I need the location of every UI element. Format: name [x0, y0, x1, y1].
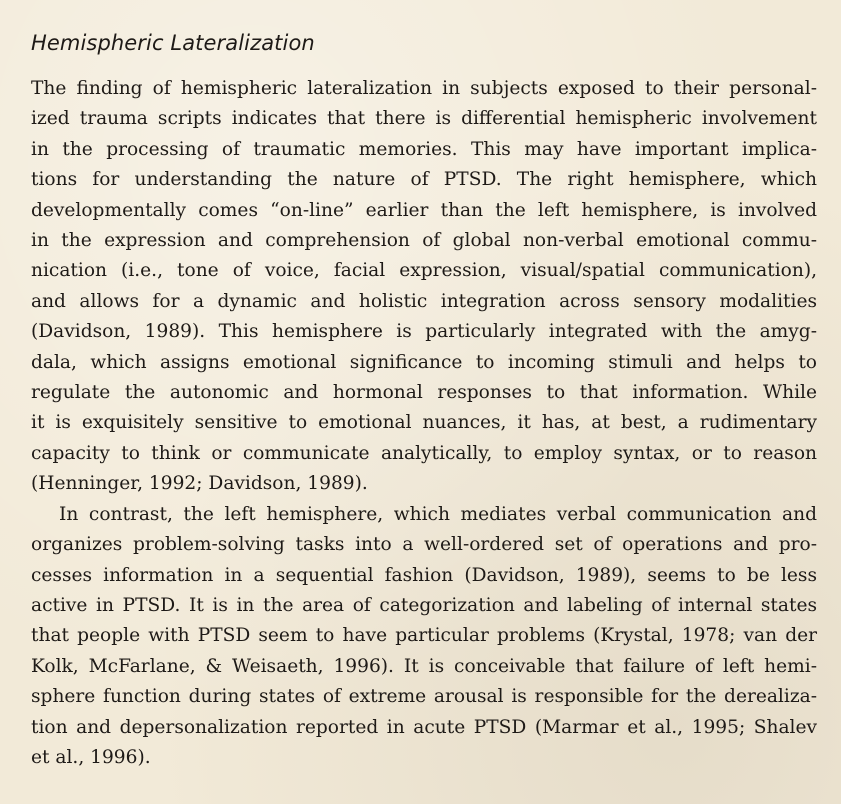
- text-line: (Davidson, 1989). This hemisphere is particularly integrated with the amyg-: [31, 321, 817, 343]
- text-line: et al., 1996).: [31, 746, 151, 768]
- text-line: regulate the autonomic and hormonal responses to that information. While: [31, 382, 817, 404]
- text-line: and allows for a dynamic and holistic integration across sensory modalities: [31, 290, 817, 312]
- text-line: sphere function during states of extreme arousal is responsible for the derealiza-: [31, 686, 817, 708]
- section-heading: Hemispheric Lateralization: [31, 31, 315, 55]
- text-line: that people with PTSD seem to have particular problems (Krystal, 1978; van der: [31, 625, 817, 647]
- text-line: dala, which assigns emotional significance to incoming stimuli and helps to: [31, 351, 817, 373]
- text-line: active in PTSD. It is in the area of categorization and labeling of internal states: [31, 594, 817, 616]
- text-line: nication (i.e., tone of voice, facial expression, visual/spatial communication),: [31, 260, 817, 282]
- text-line: (Henninger, 1992; Davidson, 1989).: [31, 473, 368, 495]
- text-line: it is exquisitely sensitive to emotional nuances, it has, at best, a rudimentary: [31, 412, 817, 434]
- text-line: in the processing of traumatic memories. This may have important implica-: [31, 138, 817, 160]
- text-line: developmentally comes “on-line” earlier than the left hemisphere, is involved: [31, 199, 817, 221]
- text-line: Kolk, McFarlane, & Weisaeth, 1996). It is conceivable that failure of left hemi-: [31, 655, 817, 677]
- text-line: tion and depersonalization reported in acute PTSD (Marmar et al., 1995; Shalev: [31, 716, 817, 738]
- text-line: tions for understanding the nature of PTSD. The right hemisphere, which: [31, 169, 817, 191]
- text-line: in the expression and comprehension of global non-verbal emotional commu-: [31, 230, 817, 252]
- paragraph-2: [31, 500, 817, 774]
- text-line: In contrast, the left hemisphere, which mediates verbal communication and: [59, 503, 817, 525]
- text-line: cesses information in a sequential fashion (Davidson, 1989), seems to be less: [31, 564, 817, 586]
- text-line: capacity to think or communicate analytically, to employ syntax, or to reason: [31, 442, 817, 464]
- paragraph-1: [31, 74, 817, 500]
- text-line: organizes problem-solving tasks into a well-ordered set of operations and pro-: [31, 534, 817, 556]
- text-line: ized trauma scripts indicates that there is differential hemispheric involvement: [31, 108, 817, 130]
- text-line: The finding of hemispheric lateralization in subjects exposed to their personal-: [31, 78, 817, 99]
